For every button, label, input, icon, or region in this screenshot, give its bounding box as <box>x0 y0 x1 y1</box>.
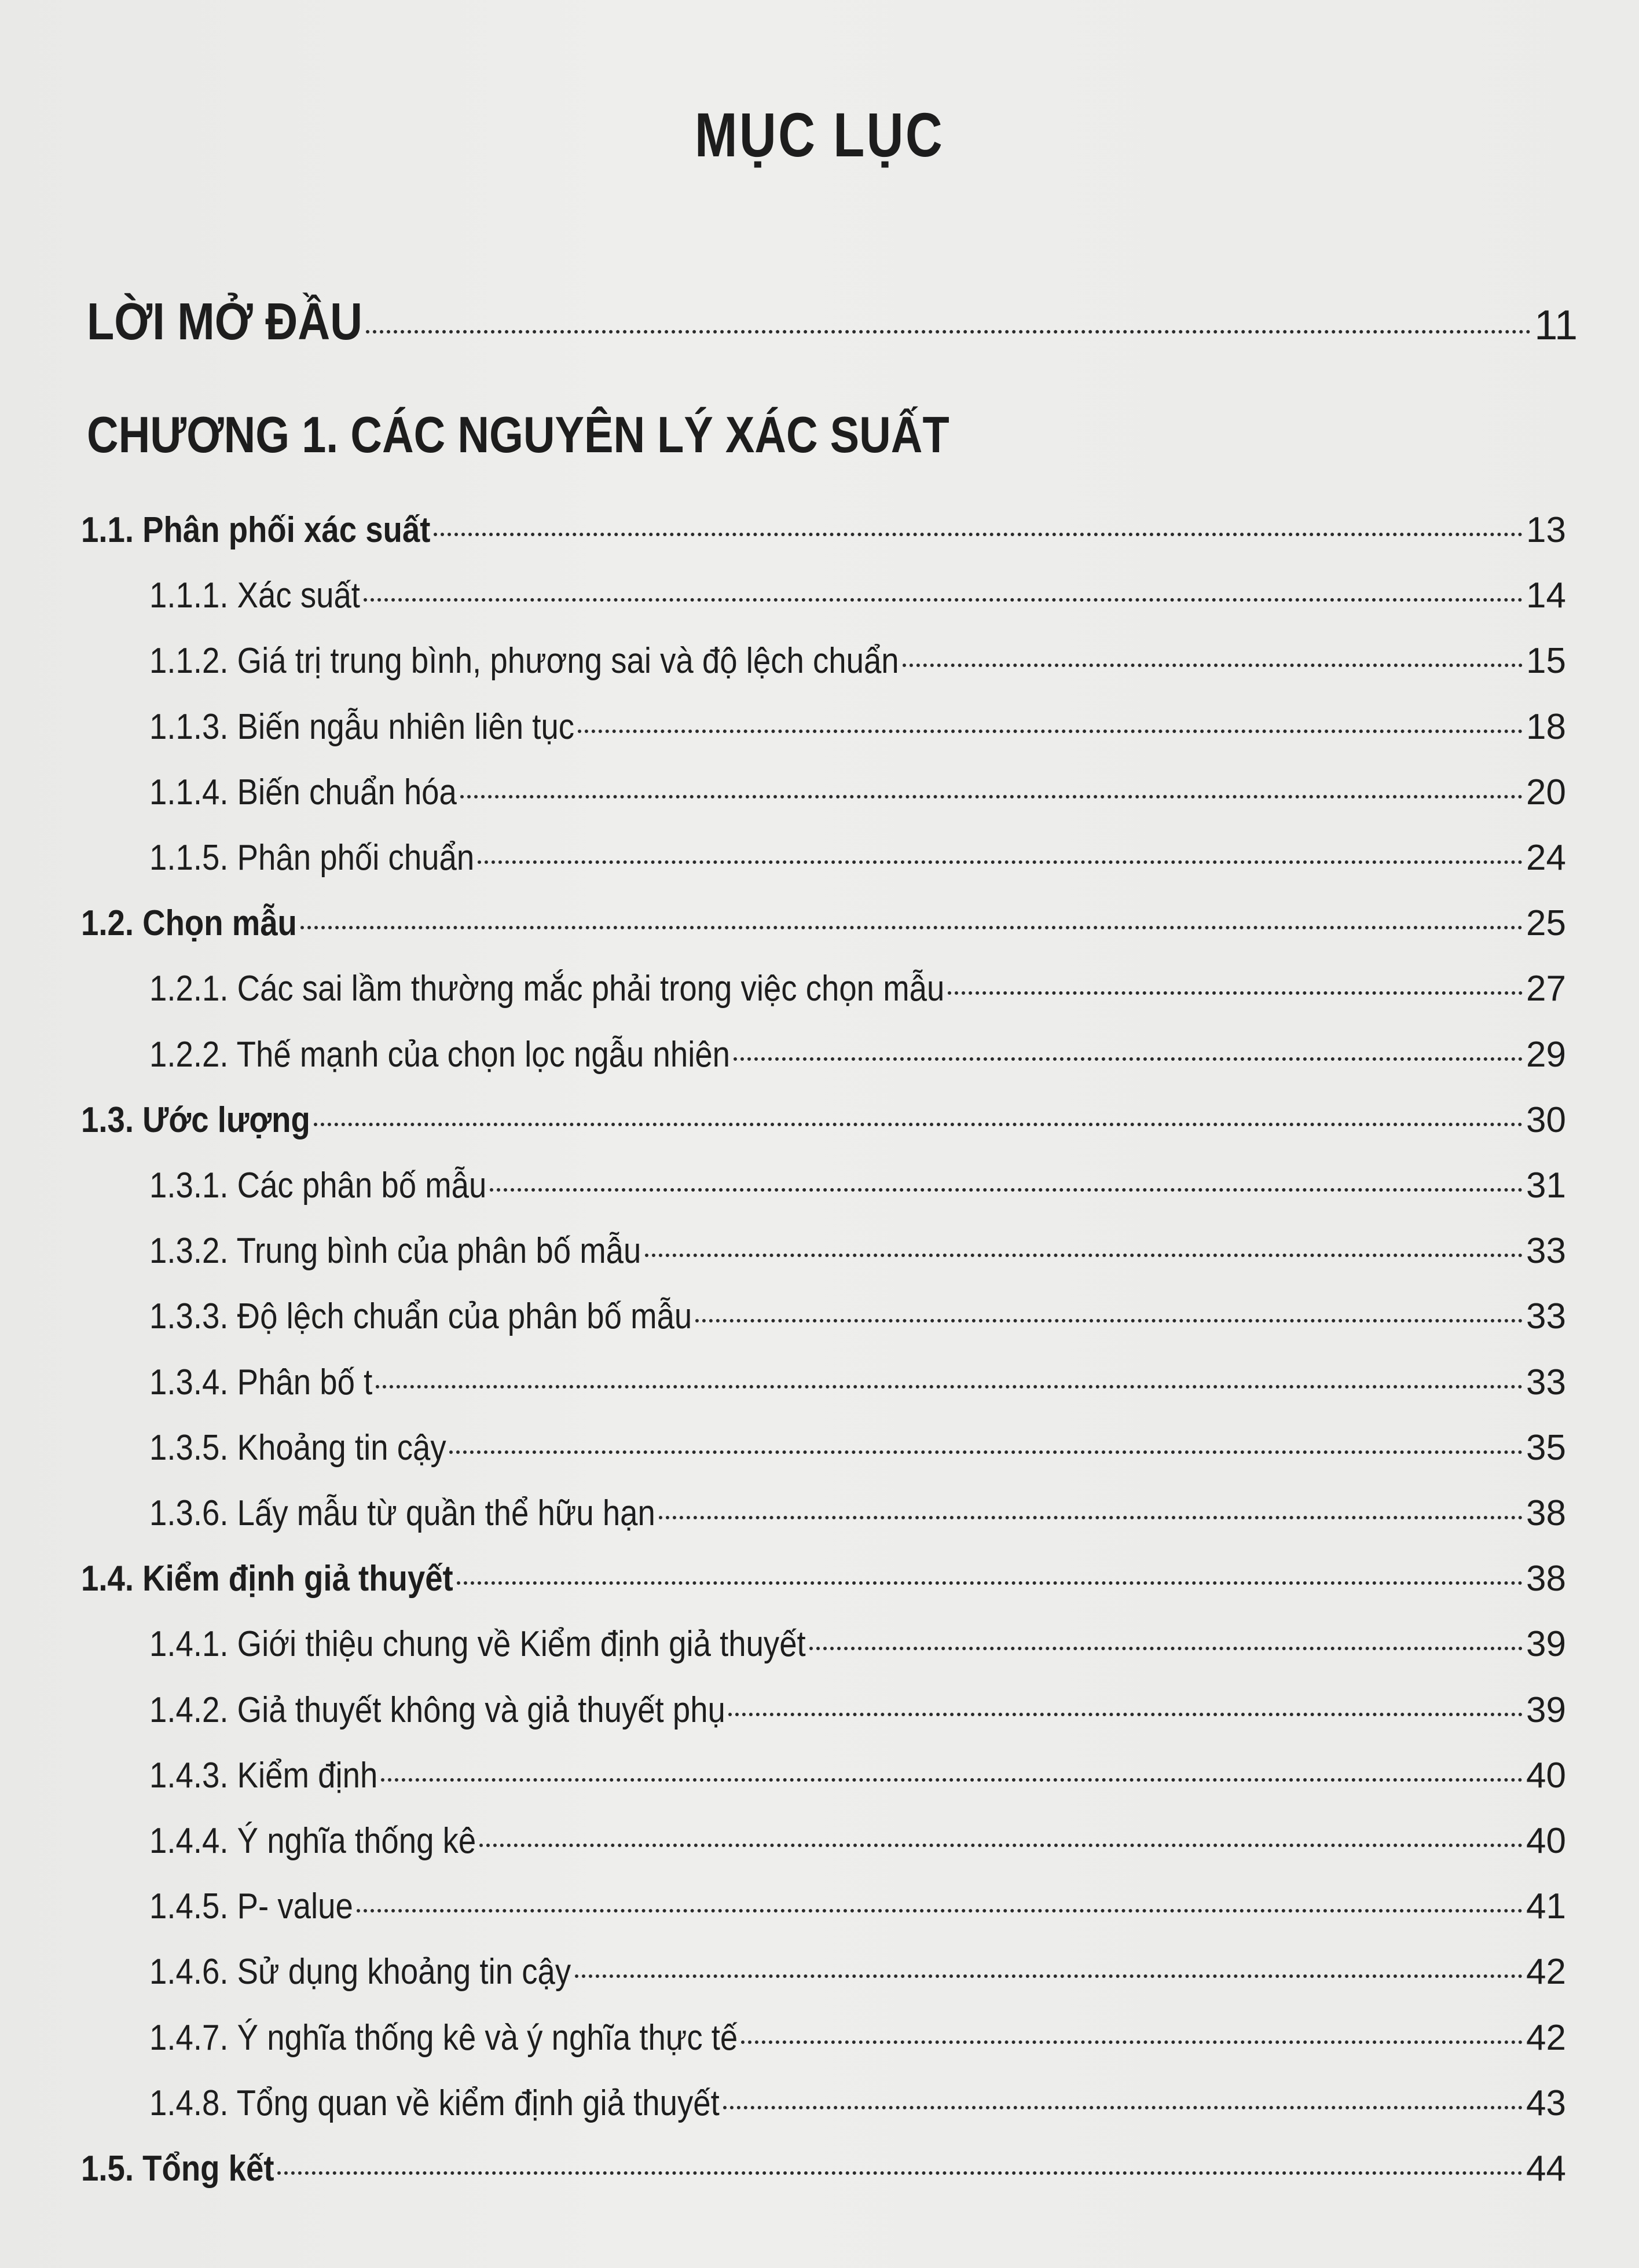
toc-entry-label: 1.3. Ước lượng <box>81 1100 310 1140</box>
toc-subsection-entry <box>149 706 1566 748</box>
toc-section-entry <box>81 2148 1566 2189</box>
toc-entry-label: 1.3.4. Phân bố t <box>149 1362 373 1402</box>
toc-entry-label: 1.1.4. Biến chuẩn hóa <box>149 772 457 812</box>
toc-entry-label: 1.1.3. Biến ngẫu nhiên liên tục <box>149 706 575 747</box>
toc-subsection-entry <box>149 1886 1566 1927</box>
toc-entry-label: LỜI MỞ ĐẦU <box>87 293 363 351</box>
toc-subsection-entry <box>149 1951 1566 1992</box>
toc-entry-label: 1.4.3. Kiểm định <box>149 1755 378 1796</box>
toc-entry-page: 39 <box>1526 1624 1566 1665</box>
toc-entry-label: 1.3.1. Các phân bố mẫu <box>149 1166 487 1206</box>
dot-leader <box>948 991 1523 995</box>
toc-subsection-entry <box>149 640 1566 682</box>
toc-entry-page: 35 <box>1526 1427 1566 1468</box>
toc-subsection-entry <box>149 837 1566 878</box>
dot-leader <box>460 795 1523 798</box>
toc-entry-page: 11 <box>1534 302 1578 349</box>
toc-subsection-entry <box>149 968 1566 1009</box>
dot-leader <box>723 2106 1523 2109</box>
toc-entry-label: 1.3.3. Độ lệch chuẩn của phân bố mẫu <box>149 1296 692 1337</box>
toc-entry-page: 13 <box>1526 510 1566 550</box>
toc-entry-label: 1.4.4. Ý nghĩa thống kê <box>149 1821 476 1861</box>
page-title: MỤC LỤC <box>694 100 945 170</box>
toc-entry-page: 40 <box>1526 1821 1566 1861</box>
toc-entry-label: 1.3.2. Trung bình của phân bố mẫu <box>149 1231 641 1272</box>
toc-entry-page: 31 <box>1526 1166 1566 1206</box>
dot-leader <box>695 1319 1523 1322</box>
toc-entry-label: 1.3.5. Khoảng tin cậy <box>149 1427 446 1468</box>
toc-entry-page: 24 <box>1526 838 1566 878</box>
toc-entry-label: 1.4. Kiểm định giả thuyết <box>81 1559 453 1599</box>
dot-leader <box>575 1974 1523 1978</box>
toc-entry-page: 15 <box>1526 641 1566 682</box>
toc-entry-page: 18 <box>1526 706 1566 747</box>
toc-entry-preface <box>87 292 1578 352</box>
toc-entry-label: 1.3.6. Lấy mẫu từ quần thể hữu hạn <box>149 1493 655 1533</box>
toc-entry-label: 1.4.7. Ý nghĩa thống kê và ý nghĩa thực tế <box>149 2017 738 2058</box>
toc-entry-page: 41 <box>1526 1886 1566 1927</box>
toc-entry-page: 33 <box>1526 1296 1566 1337</box>
toc-entry-label: 1.4.5. P- value <box>149 1886 353 1927</box>
toc-entry-label: 1.2.1. Các sai lầm thường mắc phải trong việc chọn mẫu <box>149 969 945 1009</box>
dot-leader <box>300 926 1523 929</box>
dot-leader <box>728 1713 1523 1716</box>
toc-entry-label: 1.4.1. Giới thiệu chung về Kiểm định giả thuyết <box>149 1624 806 1665</box>
toc-subsection-entry <box>149 575 1566 616</box>
toc-entry-label: 1.1. Phân phối xác suất <box>81 510 431 550</box>
toc-entry-label: 1.2. Chọn mẫu <box>81 903 297 944</box>
toc-subsection-entry <box>149 1165 1566 1206</box>
toc-section-entry <box>81 1100 1566 1141</box>
dot-leader <box>578 730 1523 733</box>
toc-entry-label: 1.2.2. Thế mạnh của chọn lọc ngẫu nhiên <box>149 1034 731 1075</box>
toc-entry-label: 1.1.1. Xác suất <box>149 576 360 616</box>
toc-section-entry <box>81 903 1566 944</box>
dot-leader <box>364 598 1523 602</box>
toc-entry-page: 40 <box>1526 1755 1566 1796</box>
toc-entry-label: 1.4.2. Giả thuyết không và giả thuyết phụ <box>149 1690 725 1730</box>
dot-leader <box>659 1516 1523 1519</box>
dot-leader <box>734 1057 1523 1061</box>
toc-subsection-entry <box>149 1624 1566 1665</box>
dot-leader <box>490 1188 1523 1192</box>
dot-leader <box>645 1254 1523 1257</box>
toc-entry-page: 14 <box>1526 576 1566 616</box>
toc-subsection-entry <box>149 1427 1566 1468</box>
toc-subsection-entry <box>149 1230 1566 1272</box>
dot-leader <box>277 2171 1523 2175</box>
toc-subsection-entry <box>149 1690 1566 1731</box>
dot-leader <box>479 1844 1523 1847</box>
toc-entry-page: 27 <box>1526 969 1566 1009</box>
toc-subsection-entry <box>149 772 1566 813</box>
toc-entry-page: 38 <box>1526 1559 1566 1599</box>
toc-entry-page: 44 <box>1526 2149 1566 2189</box>
dot-leader <box>478 860 1523 864</box>
toc-subsection-entry <box>149 1755 1566 1796</box>
toc-section-entry <box>81 1558 1566 1599</box>
toc-entry-label: 1.1.2. Giá trị trung bình, phương sai và độ lệch chuẩn <box>149 641 899 682</box>
toc-entry-page: 43 <box>1526 2083 1566 2123</box>
toc-entry-page: 30 <box>1526 1100 1566 1140</box>
toc-subsection-entry <box>149 1820 1566 1862</box>
toc-entry-label: 1.1.5. Phân phối chuẩn <box>149 838 475 878</box>
dot-leader <box>903 664 1523 667</box>
dot-leader <box>314 1123 1523 1126</box>
toc-entry-page: 42 <box>1526 1952 1566 1992</box>
toc-entry-page: 25 <box>1526 903 1566 944</box>
toc-subsection-entry <box>149 1493 1566 1534</box>
toc-subsection-entry <box>149 2083 1566 2124</box>
dot-leader <box>366 330 1531 334</box>
dot-leader <box>434 533 1523 536</box>
toc-entry-page: 39 <box>1526 1690 1566 1730</box>
toc-entry-label: 1.4.8. Tổng quan về kiểm định giả thuyết <box>149 2083 720 2123</box>
toc-subsection-entry <box>149 2017 1566 2058</box>
toc-subsection-entry <box>149 1362 1566 1403</box>
toc-entry-page: 33 <box>1526 1231 1566 1272</box>
dot-leader <box>809 1647 1523 1650</box>
toc-entry-page: 20 <box>1526 772 1566 812</box>
dot-leader <box>376 1385 1523 1388</box>
toc-entry-page: 29 <box>1526 1034 1566 1075</box>
dot-leader <box>381 1778 1523 1782</box>
chapter-heading <box>87 405 1578 464</box>
dot-leader <box>357 1909 1523 1912</box>
dot-leader <box>449 1450 1523 1454</box>
toc-entry-page: 38 <box>1526 1493 1566 1533</box>
toc-section-entry <box>81 510 1566 551</box>
toc-subsection-entry <box>149 1034 1566 1075</box>
toc-entry-page: 42 <box>1526 2017 1566 2058</box>
dot-leader <box>457 1581 1523 1585</box>
chapter-title: CHƯƠNG 1. CÁC NGUYÊN LÝ XÁC SUẤT <box>87 406 949 463</box>
toc-subsection-entry <box>149 1296 1566 1337</box>
toc-entry-label: 1.5. Tổng kết <box>81 2149 274 2189</box>
toc-entry-page: 33 <box>1526 1362 1566 1402</box>
dot-leader <box>741 2040 1523 2044</box>
toc-entry-label: 1.4.6. Sử dụng khoảng tin cậy <box>149 1952 571 1992</box>
